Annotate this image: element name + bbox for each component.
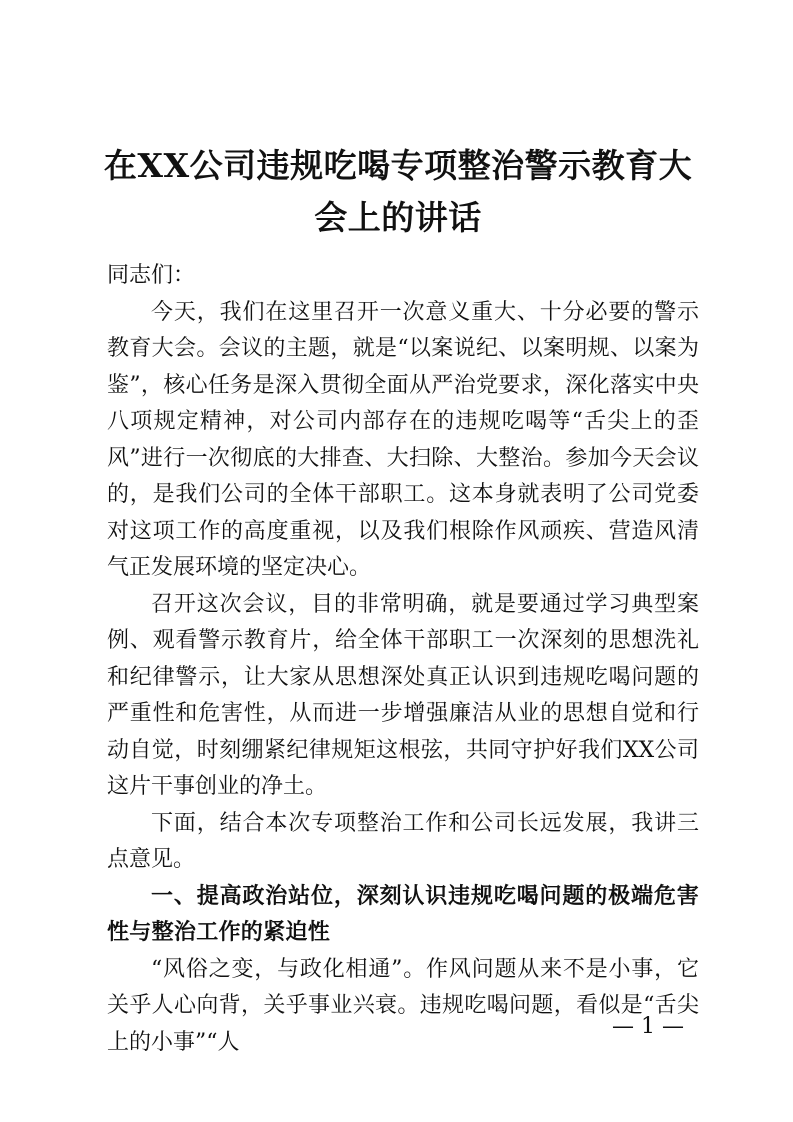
page-number: — 1 —	[612, 1014, 684, 1039]
paragraph-section-1: “风俗之变，与政化相通”。作风问题从来不是小事，它关乎人心向背，关乎事业兴衰。违规吃喝问题，看似是“舌尖上的小事”“人	[107, 956, 699, 1055]
document-title: 在XX公司违规吃喝专项整治警示教育大会上的讲话	[103, 146, 693, 237]
paragraph-intro: 今天，我们在这里召开一次意义重大、十分必要的警示教育大会。会议的主题，就是“以案说纪、以案明规、以案为鉴”，核心任务是深入贯彻全面从严治党要求，深化落实中央八项规定精神，对公司内部存在的违规吃喝等“舌尖上的歪风”进行一次彻底的大排查、大扫除、大整治。参加今天会议的，是我们公司的全体干部职工。这本身就表明了公司党委对这项工作的高度重视，以及我们根除作风顽疾、营造风清气正发展环境的坚定决心。	[107, 299, 699, 580]
section-heading-1: 一、提高政治站位，深刻认识违规吃喝问题的极端危害性与整治工作的紧迫性	[107, 883, 699, 945]
document-body	[107, 258, 699, 1061]
salutation: 同志们：	[107, 263, 196, 288]
paragraph-outline: 下面，结合本次专项整治工作和公司长远发展，我讲三点意见。	[107, 810, 699, 872]
paragraph-purpose: 召开这次会议，目的非常明确，就是要通过学习典型案例、观看警示教育片，给全体干部职工一次深刻的思想洗礼和纪律警示，让大家从思想深处真正认识到违规吃喝问题的严重性和危害性，从而进一步增强廉洁从业的思想自觉和行动自觉，时刻绷紧纪律规矩这根弦，共同守护好我们XX公司这片干事创业的净土。	[107, 591, 699, 799]
